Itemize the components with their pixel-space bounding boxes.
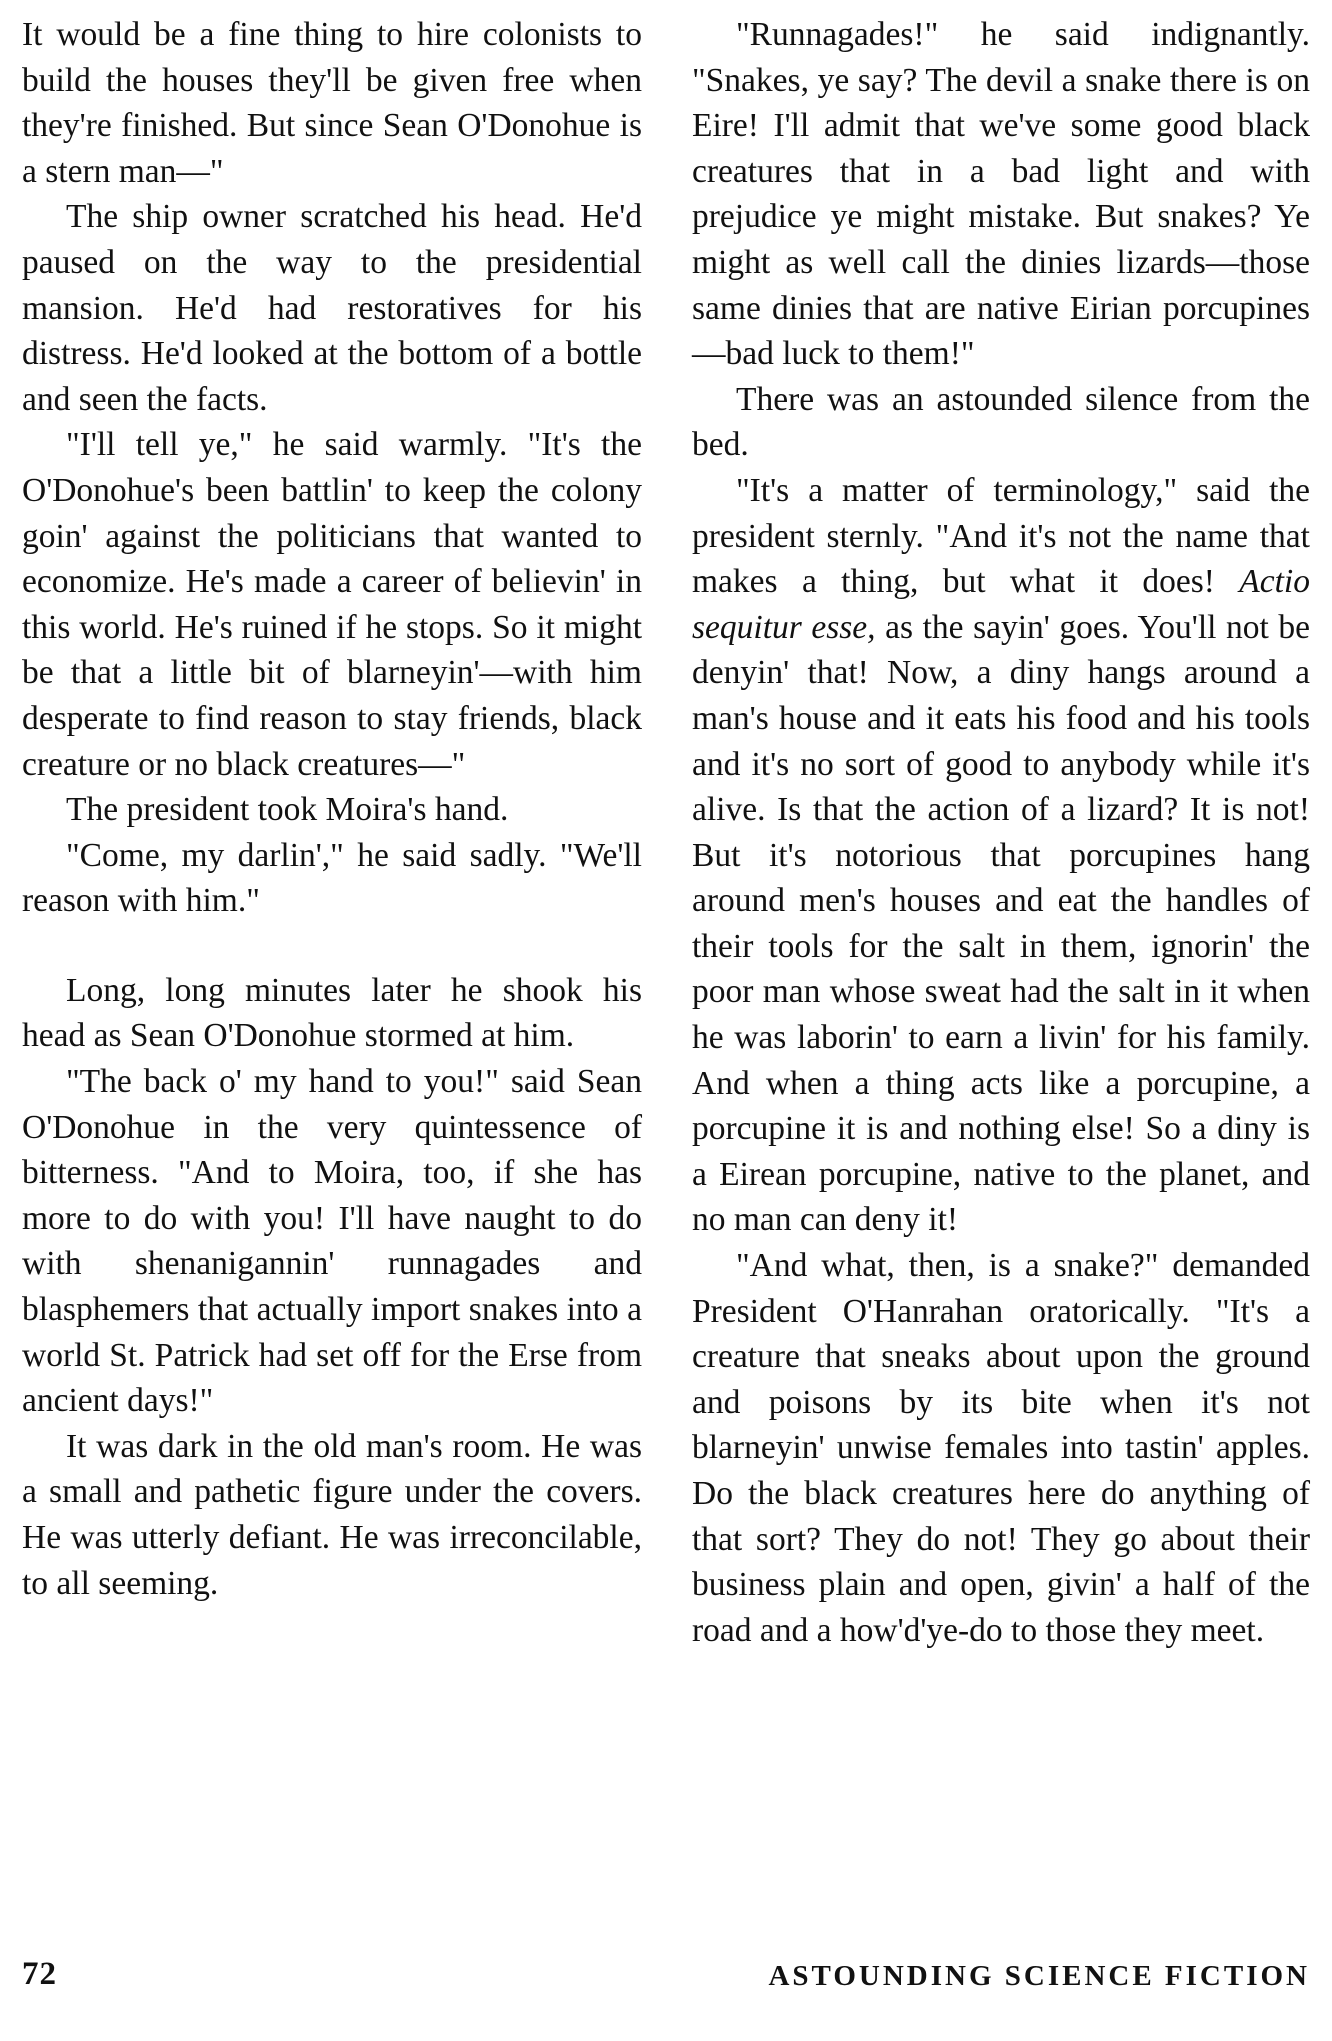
latin-phrase: Actio sequitur esse, — [692, 563, 1310, 646]
right-column — [692, 12, 1310, 1653]
paragraph: "Runnagades!" he said indignantly. "Snakes, ye say? The devil a snake there is on Eire! I'll admit that we've some good black creatures that in a bad light and with prejudice ye might mistake. But snakes? Ye might as well call the dinies lizards—those same dinies that are native Eirian porcupines—bad luck to them!" — [692, 16, 1310, 373]
running-title: ASTOUNDING SCIENCE FICTION — [768, 1960, 1310, 1992]
paragraph: "The back o' my hand to you!" said Sean O'Donohue in the very quintessence of bitterness. "And to Moira, too, if she has more to do with you! I'll have naught to do with shenanigannin' runnagades and blasphemers that actually import snakes into a world St. Patrick had set off for the Erse from ancient days!" — [22, 1063, 642, 1420]
paragraph: The ship owner scratched his head. He'd paused on the way to the presidential mansion. He'd had restoratives for his distress. He'd looked at the bottom of a bottle and seen the facts. — [22, 198, 642, 418]
paragraph: The president took Moira's hand. — [66, 791, 509, 829]
paragraph: "I'll tell ye," he said warmly. "It's the O'Donohue's been battlin' to keep the colony goin' against the politicians that wanted to economize. He's made a career of believin' in this world. He's ruined if he stops. So it might be that a little bit of blarneyin'—with him desperate to find reason to stay friends, black creature or no black creatures—" — [22, 426, 642, 783]
paragraph — [692, 468, 1310, 1243]
paragraph: "Come, my darlin'," he said sadly. "We'll reason with him." — [22, 836, 642, 920]
paragraph: It was dark in the old man's room. He was a small and pathetic figure under the covers. He was utterly defiant. He was irreconcilable, to all seeming. — [22, 1427, 642, 1602]
left-column — [22, 12, 642, 1606]
paragraph: It would be a fine thing to hire colonists to build the houses they'll be given free when they're finished. But since Sean O'Donohue is a stern man—" — [22, 16, 642, 190]
paragraph-text: "It's a matter of terminology," said the president sternly. "And it's not the name that makes a thing, but what it does! — [692, 471, 1310, 601]
page-number: 72 — [22, 1956, 57, 1992]
paragraph: "And what, then, is a snake?" demanded President O'Hanrahan oratorically. "It's a creature that sneaks about upon the ground and poisons by its bite when it's not blarneyin' unwise females into tastin' apples. Do the black creatures here do anything of that sort? They do not! They go about their business plain and open, givin' a half of the road and a how'd'ye-do to those they meet. — [692, 1247, 1310, 1649]
paragraph-text: as the sayin' goes. You'll not be denyin' that! Now, a diny hangs around a man's house and it eats his food and his tools and it's no sort of good to anybody while it's alive. Is that the action of a lizard? It is not! But it's notorious that porcupines hang around men's houses and eat the handles of their tools for the salt in them, ignorin' the poor man whose sweat had the salt in it when he was laborin' to earn a livin' for his family. And when a thing acts like a porcupine, a porcupine it is and nothing else! So a diny is a Eirean porcupine, native to the planet, and no man can deny it! — [692, 608, 1310, 1239]
paragraph: There was an astounded silence from the bed. — [692, 380, 1310, 464]
paragraph: Long, long minutes later he shook his head as Sean O'Donohue stormed at him. — [22, 971, 642, 1055]
